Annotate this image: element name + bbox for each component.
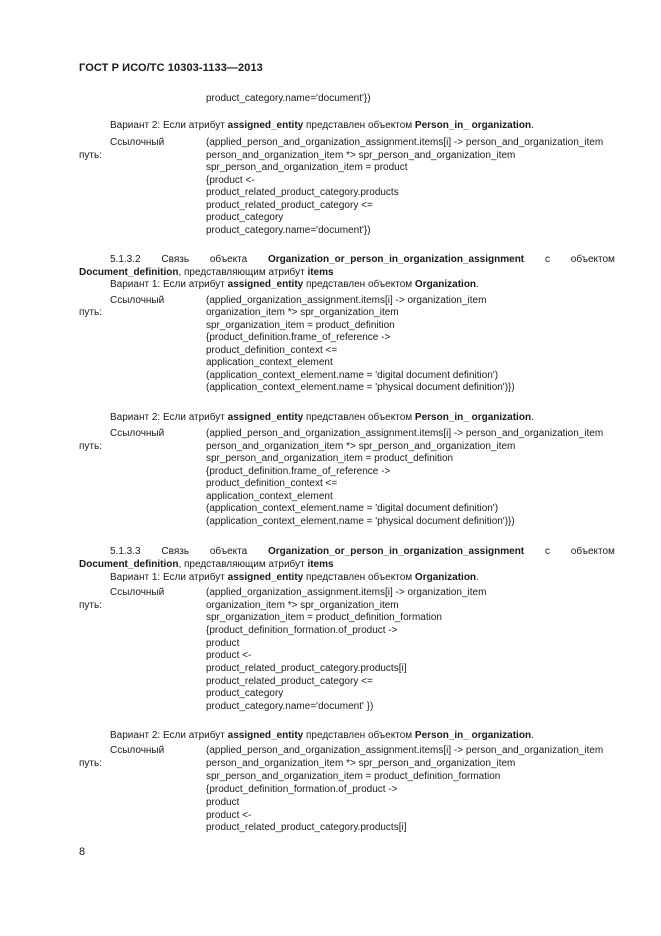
- code-line: product <-: [206, 810, 252, 821]
- ref-label: Ссылочный: [110, 745, 165, 756]
- code-line: organization_item *> spr_organization_item: [206, 600, 399, 611]
- code-line: (application_context_element.name = 'digital document definition'): [206, 370, 499, 381]
- code-line: product_category: [206, 688, 284, 699]
- ref-label-path: путь:: [79, 600, 102, 611]
- document-header: ГОСТ Р ИСО/ТС 10303-1133—2013: [79, 62, 263, 74]
- code-line: (applied_person_and_organization_assignment.items[i] -> person_and_organization_item: [206, 137, 604, 148]
- code-line: product_category: [206, 212, 284, 223]
- code-line: product_definition_context <=: [206, 478, 338, 489]
- ref-label-path: путь:: [79, 441, 102, 452]
- section-heading-5-1-3-3: 5.1.3.3 Связь объекта Organization_or_person_in_organization_assignment с объектом Document_definition, представляющим атрибут items: [79, 546, 615, 570]
- ref-label-path: путь:: [79, 307, 102, 318]
- code-line: spr_organization_item = product_definition: [206, 320, 395, 331]
- section-heading-5-1-3-2: 5.1.3.2 Связь объекта Organization_or_person_in_organization_assignment с объектом Document_definition, представляющим атрибут items: [79, 254, 615, 278]
- code-line: product_related_product_category.products[i]: [206, 822, 407, 833]
- page-number: 8: [79, 846, 86, 858]
- variant-line: Вариант 1: Если атрибут assigned_entity представлен объектом Organization.: [110, 572, 479, 583]
- code-line: (applied_person_and_organization_assignment.items[i] -> person_and_organization_item: [206, 745, 604, 756]
- code-line: person_and_organization_item *> spr_person_and_organization_item: [206, 758, 516, 769]
- code-line: organization_item *> spr_organization_item: [206, 307, 399, 318]
- code-line: product_category.name='document'}): [206, 93, 371, 104]
- ref-label: Ссылочный: [110, 137, 165, 148]
- code-line: (applied_organization_assignment.items[i] -> organization_item: [206, 295, 487, 306]
- code-line: spr_person_and_organization_item = product: [206, 162, 408, 173]
- code-line: {product_definition.frame_of_reference ->: [206, 466, 391, 477]
- code-line: {product_definition.frame_of_reference ->: [206, 332, 391, 343]
- ref-label: Ссылочный: [110, 428, 165, 439]
- variant-line: Вариант 2: Если атрибут assigned_entity представлен объектом Person_in_ organization.: [110, 412, 534, 423]
- code-line: (applied_organization_assignment.items[i] -> organization_item: [206, 587, 487, 598]
- code-line: product_related_product_category <=: [206, 676, 373, 687]
- ref-label: Ссылочный: [110, 587, 165, 598]
- code-line: spr_person_and_organization_item = product_definition: [206, 453, 454, 464]
- code-line: spr_organization_item = product_definition_formation: [206, 612, 442, 623]
- ref-label: Ссылочный: [110, 295, 165, 306]
- code-line: spr_person_and_organization_item = product_definition_formation: [206, 771, 501, 782]
- code-line: (applied_person_and_organization_assignment.items[i] -> person_and_organization_item: [206, 428, 604, 439]
- variant-line: Вариант 2: Если атрибут assigned_entity представлен объектом Person_in_ organization.: [110, 120, 534, 131]
- variant-line: Вариант 2: Если атрибут assigned_entity представлен объектом Person_in_ organization.: [110, 730, 534, 741]
- code-line: (application_context_element.name = 'physical document definition')}): [206, 516, 515, 527]
- code-line: product_category.name='document' }): [206, 701, 374, 712]
- code-line: {product_definition_formation.of_product ->: [206, 625, 398, 636]
- code-line: product_related_product_category.products: [206, 187, 399, 198]
- code-line: product_category.name='document'}): [206, 225, 371, 236]
- ref-label-path: путь:: [79, 150, 102, 161]
- code-line: product: [206, 638, 240, 649]
- code-line: application_context_element: [206, 357, 333, 368]
- code-line: (application_context_element.name = 'digital document definition'): [206, 503, 499, 514]
- code-line: (application_context_element.name = 'physical document definition')}): [206, 382, 515, 393]
- variant-line: Вариант 1: Если атрибут assigned_entity представлен объектом Organization.: [110, 279, 479, 290]
- code-line: product: [206, 797, 240, 808]
- code-line: {product_definition_formation.of_product ->: [206, 784, 398, 795]
- code-line: person_and_organization_item *> spr_person_and_organization_item: [206, 150, 516, 161]
- code-line: product <-: [206, 650, 252, 661]
- code-line: product_related_product_category.products[i]: [206, 663, 407, 674]
- code-line: application_context_element: [206, 491, 333, 502]
- ref-label-path: путь:: [79, 758, 102, 769]
- code-line: {product <-: [206, 175, 255, 186]
- code-line: person_and_organization_item *> spr_person_and_organization_item: [206, 441, 516, 452]
- code-line: product_definition_context <=: [206, 345, 338, 356]
- code-line: product_related_product_category <=: [206, 200, 373, 211]
